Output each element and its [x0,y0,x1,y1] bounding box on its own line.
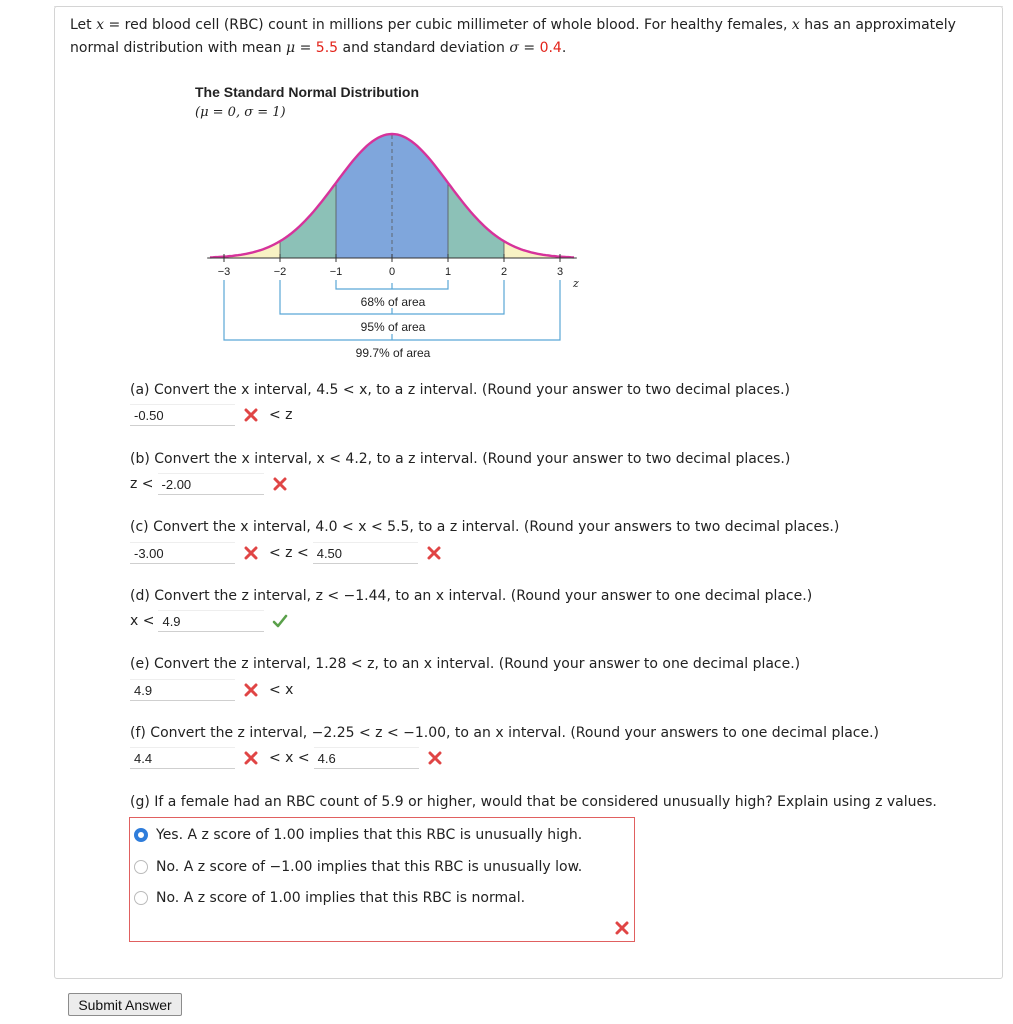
tick-label: 0 [388,266,396,278]
area-68-label: 68% of area [360,295,426,309]
answer-f-upper-input[interactable]: 4.6 [314,747,419,769]
question-f-text: (f) Convert the z interval, −2.25 < z < −1.00, to an x interval. (Round your answers to one decimal place.) [130,725,880,741]
incorrect-icon [426,545,442,561]
question-a-text: (a) Convert the x interval, 4.5 < x, to a z interval. (Round your answer to two decimal places.) [130,382,791,398]
tick-label: 3 [556,266,564,278]
tick-label: −2 [273,266,287,278]
sd-value: 0.4 [539,40,562,56]
question-c-answer-row [130,542,452,564]
incorrect-icon [243,750,259,766]
figure-title: The Standard Normal Distribution [195,84,420,100]
incorrect-icon [243,407,259,423]
answer-d-prefix: x < [130,613,155,629]
tick-label: −3 [217,266,231,278]
question-d-text: (d) Convert the z interval, z < −1.44, to an x interval. (Round your answer to one decimal place.) [130,588,813,604]
answer-b-input[interactable]: -2.00 [158,473,264,495]
question-a-answer-row [130,404,293,426]
answer-c-upper-input[interactable]: 4.50 [313,542,418,564]
figure-subtitle: (μ = 0, σ = 1) [195,105,286,120]
answer-e-input[interactable]: 4.9 [130,679,235,701]
area-95-label: 95% of area [360,320,426,334]
tick-label: 2 [500,266,508,278]
question-f-answer-row [130,747,453,769]
submit-answer-button[interactable]: Submit Answer [68,993,182,1016]
correct-check-icon [272,613,288,629]
area-997-label: 99.7% of area [355,346,431,360]
choice-option[interactable] [134,824,582,846]
incorrect-icon [427,750,443,766]
choice-label: No. A z score of −1.00 implies that this RBC is unusually low. [156,859,583,875]
radio-empty-icon[interactable] [134,860,148,874]
tail-area-right [504,241,574,258]
question-e-text: (e) Convert the z interval, 1.28 < z, to an x interval. (Round your answer to one decimal place.) [130,656,801,672]
problem-statement: Let x = red blood cell (RBC) count in millions per cubic millimeter of whole blood. For healthy females, x has an approximately normal distribution with mean μ = 5.5 and standard deviation σ = 0.4. [70,17,956,56]
answer-b-prefix: z < [130,476,154,492]
question-e-answer-row [130,679,293,701]
choice-label: No. A z score of 1.00 implies that this RBC is normal. [156,890,526,906]
answer-c-lower-input[interactable]: -3.00 [130,542,235,564]
incorrect-icon [243,682,259,698]
tick-label: −1 [329,266,343,278]
incorrect-icon [272,476,288,492]
question-b-text: (b) Convert the x interval, x < 4.2, to a z interval. (Round your answer to two decimal places.) [130,451,791,467]
choice-option[interactable] [134,887,525,909]
question-c-text: (c) Convert the x interval, 4.0 < x < 5.5, to a z interval. (Round your answers to two decimal places.) [130,519,840,535]
question-b-answer-row [130,473,298,495]
mean-value: 5.5 [315,40,339,56]
answer-a-input[interactable]: -0.50 [130,404,235,426]
question-d-answer-row [130,610,298,632]
choice-option[interactable] [134,856,582,878]
answer-c-middle: < z < [269,545,309,561]
standard-normal-figure [190,78,610,368]
answer-f-lower-input[interactable]: 4.4 [130,747,235,769]
axis-label: z [573,277,579,290]
radio-empty-icon[interactable] [134,891,148,905]
incorrect-icon [243,545,259,561]
question-g-text: (g) If a female had an RBC count of 5.9 or higher, would that be considered unusually high? Explain using z values. [130,794,937,810]
tail-area-left [210,241,280,258]
answer-a-suffix: < z [269,407,293,423]
choice-label: Yes. A z score of 1.00 implies that this RBC is unusually high. [156,827,583,843]
answer-e-suffix: < x [269,682,294,698]
question-g-choices [129,817,635,942]
answer-d-input[interactable]: 4.9 [158,610,264,632]
radio-selected-icon[interactable] [134,828,148,842]
incorrect-icon [614,920,630,936]
answer-f-middle: < x < [269,750,310,766]
tick-label: 1 [444,266,452,278]
